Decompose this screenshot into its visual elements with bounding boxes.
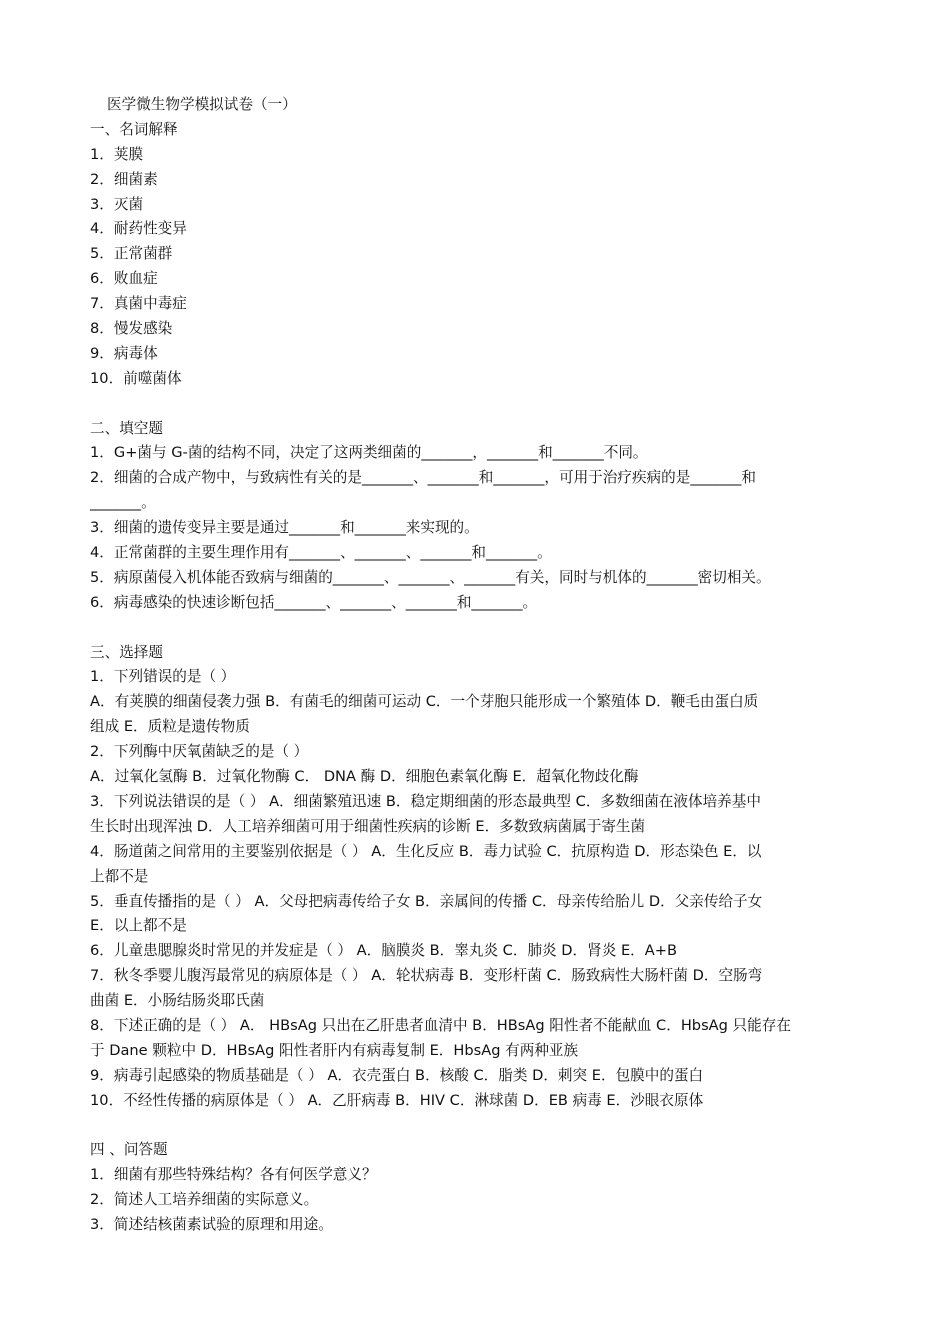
section-heading: 二、填空题 [90, 419, 163, 437]
question-line: 5．病原菌侵入机体能否致病与细菌的_______、_______、_______有关，同时与机体的_______密切相关。 [90, 568, 771, 586]
list-item: 5．正常菌群 [90, 245, 173, 263]
question-line: 6．儿童患腮腺炎时常见的并发症是（ ） A．脑膜炎 B．睾丸炎 C．肺炎 D．肾炎 E．A+B [90, 942, 677, 960]
question-line: 1．G+菌与 G-菌的结构不同，决定了这两类细菌的_______，_______和_______不同。 [90, 444, 648, 462]
list-item: 4．耐药性变异 [90, 220, 187, 238]
question-line: 2．下列酶中厌氧菌缺乏的是（ ） [90, 743, 309, 761]
section-gap [90, 616, 870, 641]
list-item: 7．真菌中毒症 [90, 295, 187, 313]
question-line: 2．细菌的合成产物中，与致病性有关的是_______、_______和_______，可用于治疗疾病的是_______和 [90, 469, 757, 487]
question-line: E．以上都不是 [90, 917, 187, 935]
question-line: 6．病毒感染的快速诊断包括_______、_______、_______和_______。 [90, 593, 538, 611]
question-line: 3．下列说法错误的是（ ） A．细菌繁殖迅速 B．稳定期细菌的形态最典型 C．多数细菌在液体培养基中 [90, 792, 761, 810]
section-heading: 三、选择题 [90, 643, 163, 661]
question-line: 1．细菌有那些特殊结构？各有何医学意义？ [90, 1166, 377, 1184]
list-item: 8．慢发感染 [90, 320, 173, 338]
exam-document [90, 93, 870, 1238]
question-line: 3．简述结核菌素试验的原理和用途。 [90, 1216, 333, 1234]
question-line: 10．不经性传播的病原体是（ ） A．乙肝病毒 B．HIV C．淋球菌 D．EB 病毒 E．沙眼衣原体 [90, 1091, 704, 1109]
list-item: 10．前噬菌体 [90, 369, 182, 387]
list-item: 9．病毒体 [90, 344, 158, 362]
question-line: 2．简述人工培养细菌的实际意义。 [90, 1191, 319, 1209]
list-item: 3．灭菌 [90, 195, 144, 213]
question-line: 4．正常菌群的主要生理作用有_______、_______、_______和_______。 [90, 544, 552, 562]
question-line: A．过氧化氢酶 B．过氧化物酶 C． DNA 酶 D．细胞色素氧化酶 E．超氧化物歧化酶 [90, 768, 639, 786]
question-line: 于 Dane 颗粒中 D．HBsAg 阳性者肝内有病毒复制 E．HbsAg 有两种亚族 [90, 1041, 579, 1059]
question-line: 5．垂直传播指的是（ ） A．父母把病毒传给子女 B．亲属间的传播 C．母亲传给胎儿 D．父亲传给子女 [90, 892, 763, 910]
question-line: 8．下述正确的是（ ） A． HBsAg 只出在乙肝患者血清中 B．HBsAg 阳性者不能献血 C．HbsAg 只能存在 [90, 1016, 791, 1034]
section-gap [90, 1114, 870, 1139]
question-line: 组成 E．质粒是遗传物质 [90, 718, 250, 736]
list-item: 6．败血症 [90, 270, 158, 288]
section-heading: 四 、问答题 [90, 1141, 168, 1159]
page-title: 医学微生物学模拟试卷（一） [107, 96, 297, 113]
list-item: 2．细菌素 [90, 170, 158, 188]
section-heading: 一、名词解释 [90, 120, 178, 138]
question-line: 1．下列错误的是（ ） [90, 668, 236, 686]
question-line: _______。 [90, 494, 156, 512]
section-gap [90, 392, 870, 417]
question-line: 4．肠道菌之间常用的主要鉴别依据是（ ） A．生化反应 B．毒力试验 C．抗原构造 D．形态染色 E．以 [90, 842, 762, 860]
question-line: 上都不是 [90, 867, 149, 885]
question-line: A．有荚膜的细菌侵袭力强 B．有菌毛的细菌可运动 C．一个芽胞只能形成一个繁殖体 D．鞭毛由蛋白质 [90, 693, 759, 711]
question-line: 生长时出现浑浊 D．人工培养细菌可用于细菌性疾病的诊断 E．多数致病菌属于寄生菌 [90, 817, 646, 835]
question-line: 曲菌 E．小肠结肠炎耶氏菌 [90, 992, 265, 1010]
question-line: 9．病毒引起感染的物质基础是（ ） A．衣壳蛋白 B．核酸 C．脂类 D．刺突 E．包膜中的蛋白 [90, 1066, 704, 1084]
question-line: 7．秋冬季婴儿腹泻最常见的病原体是（ ） A．轮状病毒 B．变形杆菌 C．肠致病性大肠杆菌 D．空肠弯 [90, 967, 763, 985]
question-line: 3．细菌的遗传变异主要是通过_______和_______来实现的。 [90, 519, 479, 537]
list-item: 1．荚膜 [90, 145, 144, 163]
